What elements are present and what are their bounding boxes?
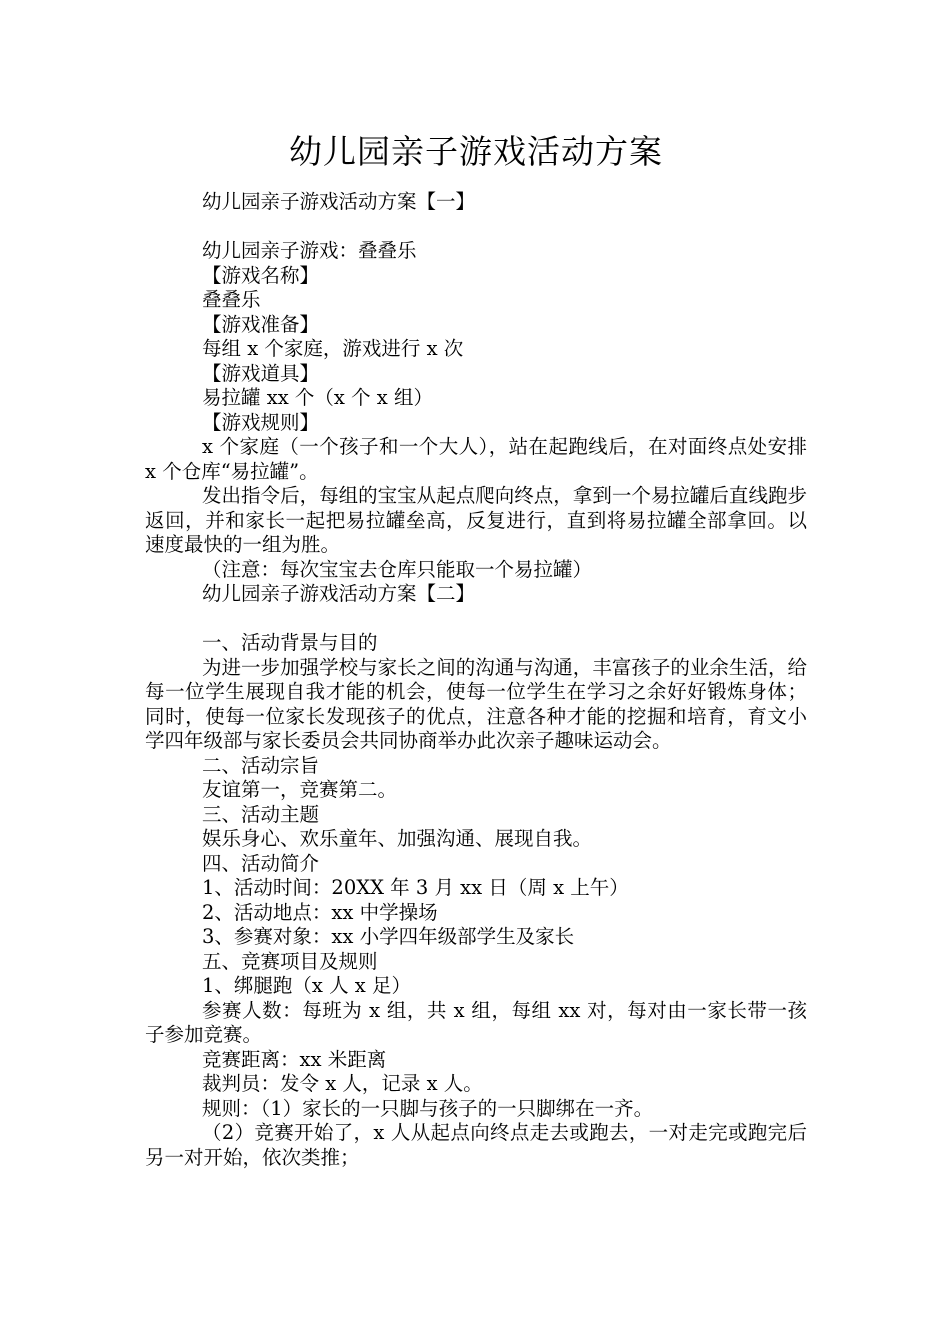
document-title: 幼儿园亲子游戏活动方案 bbox=[289, 132, 663, 171]
name-value: 叠叠乐 bbox=[202, 288, 261, 311]
purpose-paragraph: 友谊第一，竞赛第二。 bbox=[202, 778, 398, 801]
props-label: 【游戏道具】 bbox=[202, 361, 320, 385]
game-title: 幼儿园亲子游戏：叠叠乐 bbox=[202, 239, 417, 262]
activity-place: 2、活动地点：xx 中学操场 bbox=[202, 900, 438, 924]
rules-note: （注意：每次宝宝去仓库只能取一个易拉罐） bbox=[202, 557, 593, 581]
prep-label: 【游戏准备】 bbox=[202, 312, 320, 336]
activity-target: 3、参赛对象：xx 小学四年级部学生及家长 bbox=[202, 925, 575, 948]
background-paragraph: 为进一步加强学校与家长之间的沟通与沟通，丰富孩子的业余生活，给每一位学生展现自我才能的机会，使每一位学生在学习之余好好锻炼身体；同时，使每一位家长发现孩子的优点，注意各种才能的挖掘和培育，育文小学四年级部与家长委员会共同协商举办此次亲子趣味运动会。 bbox=[145, 655, 807, 752]
rules-paragraph-2: 发出指令后，每组的宝宝从起点爬向终点，拿到一个易拉罐后直线跑步返回，并和家长一起把易拉罐垒高，反复进行，直到将易拉罐全部拿回。以速度最快的一组为胜。 bbox=[145, 484, 807, 556]
rule-2-paragraph: （2）竞赛开始了，x 人从起点向终点走去或跑去，一对走完或跑完后另一对开始，依次类推； bbox=[145, 1121, 807, 1169]
heading-background: 一、活动背景与目的 bbox=[202, 631, 378, 654]
document-page bbox=[145, 128, 807, 1170]
rules-label: 【游戏规则】 bbox=[202, 410, 320, 434]
section2-heading: 幼儿园亲子游戏活动方案【二】 bbox=[202, 582, 476, 605]
section1-heading: 幼儿园亲子游戏活动方案【一】 bbox=[202, 190, 476, 213]
heading-theme: 三、活动主题 bbox=[202, 802, 320, 826]
rules-paragraph-1: x 个家庭（一个孩子和一个大人），站在起跑线后，在对面终点处安排 x 个仓库“易拉罐”。 bbox=[145, 435, 807, 483]
heading-events: 五、竞赛项目及规则 bbox=[202, 949, 378, 973]
distance-paragraph: 竞赛距离：xx 米距离 bbox=[202, 1047, 387, 1071]
heading-purpose: 二、活动宗旨 bbox=[202, 753, 320, 777]
name-label: 【游戏名称】 bbox=[202, 263, 320, 287]
prep-value: 每组 x 个家庭，游戏进行 x 次 bbox=[202, 337, 464, 360]
rule-1-paragraph: 规则：（1）家长的一只脚与孩子的一只脚绑在一齐。 bbox=[202, 1096, 654, 1120]
heading-intro: 四、活动简介 bbox=[202, 851, 320, 875]
activity-time: 1、活动时间：20XX 年 3 月 xx 日（周 x 上午） bbox=[202, 876, 629, 899]
referee-paragraph: 裁判员：发令 x 人，记录 x 人。 bbox=[202, 1072, 483, 1095]
event-item-1: 1、绑腿跑（x 人 x 足） bbox=[202, 974, 411, 997]
theme-paragraph: 娱乐身心、欢乐童年、加强沟通、展现自我。 bbox=[202, 827, 593, 850]
participants-paragraph: 参赛人数：每班为 x 组，共 x 组，每组 xx 对，每对由一家长带一孩子参加竞赛。 bbox=[145, 998, 807, 1046]
props-value: 易拉罐 xx 个（x 个 x 组） bbox=[202, 386, 433, 409]
